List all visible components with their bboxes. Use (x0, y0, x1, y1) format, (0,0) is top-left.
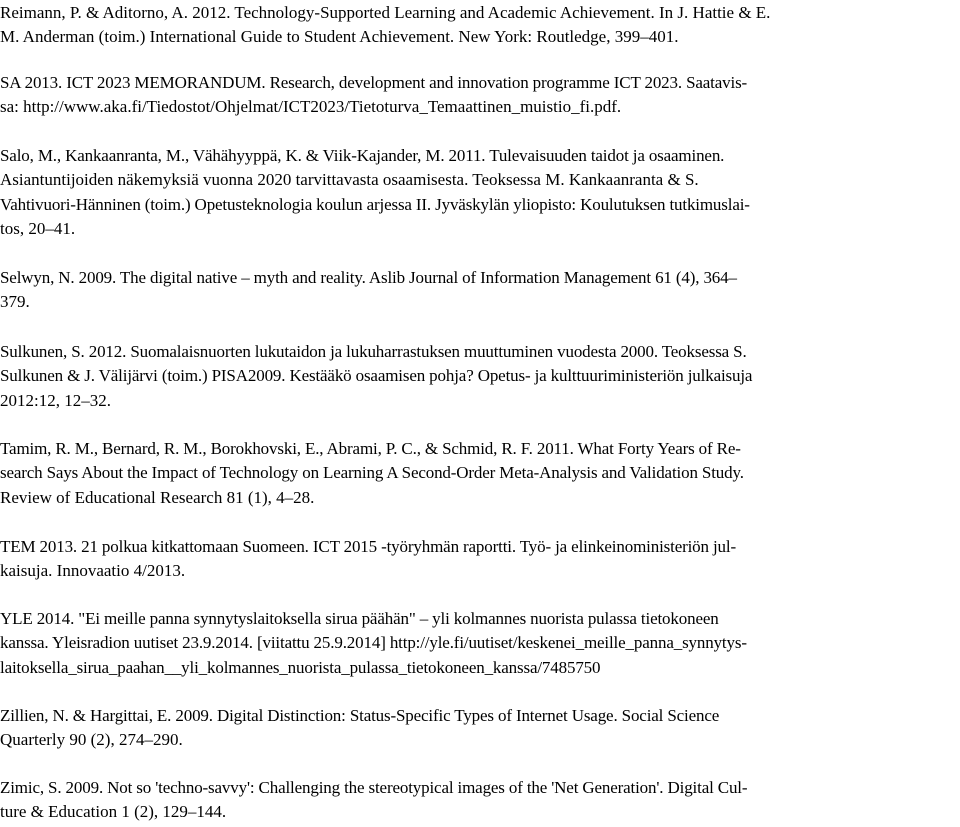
reference-line: Vahtivuori-Hänninen (toim.) Opetusteknologia koulun arjessa II. Jyväskylän yliopisto: Koulutuksen tutkimuslai- (0, 194, 750, 214)
reference-entry-zimic (0, 776, 960, 825)
reference-line: tos, 20–41. (0, 218, 76, 238)
reference-entry-sulkunen (0, 340, 960, 413)
reference-line: search Says About the Impact of Technology on Learning A Second-Order Meta-Analysis and Validation Study. (0, 463, 744, 483)
reference-line: kanssa. Yleisradion uutiset 23.9.2014. [viitattu 25.9.2014] http://yle.fi/uutiset/keskenei_meille_panna_synnytys- (0, 633, 747, 653)
reference-line: Tamim, R. M., Bernard, R. M., Borokhovski, E., Abrami, P. C., & Schmid, R. F. 2011. What Forty Years of Re- (0, 439, 741, 458)
reference-line: laitoksella_sirua_paahan__yli_kolmannes_nuorista_pulassa_tietokoneen_kanssa/7485750 (0, 657, 601, 677)
reference-line: Reimann, P. & Aditorno, A. 2012. Technology-Supported Learning and Academic Achievement. In J. Hattie & E. (0, 3, 771, 22)
reference-line: Zillien, N. & Hargittai, E. 2009. Digital Distinction: Status-Specific Types of Internet Usage. Social Science (0, 706, 720, 725)
reference-line: YLE 2014. "Ei meille panna synnytyslaitoksella sirua päähän" – yli kolmannes nuorista pulassa tietokoneen (0, 609, 719, 628)
reference-line: Selwyn, N. 2009. The digital native – myth and reality. Aslib Journal of Information Management 61 (4), 364– (0, 268, 737, 287)
reference-entry-selwyn (0, 266, 960, 315)
reference-line: ture & Education 1 (2), 129–144. (0, 802, 227, 822)
reference-line: Asiantuntijoiden näkemyksiä vuonna 2020 tarvittavasta osaamisesta. Teoksessa M. Kankaanranta & S. (0, 170, 699, 190)
reference-entry-sa (0, 71, 960, 120)
reference-line: kaisuja. Innovaatio 4/2013. (0, 561, 186, 581)
reference-entry-yle (0, 607, 960, 680)
reference-entry-zillien (0, 704, 960, 753)
reference-line: sa: http://www.aka.fi/Tiedostot/Ohjelmat/ICT2023/Tietoturva_Temaattinen_muistio_fi.pdf. (0, 97, 622, 117)
reference-entry-reimann (0, 1, 960, 50)
reference-line: 2012:12, 12–32. (0, 390, 111, 410)
reference-line: SA 2013. ICT 2023 MEMORANDUM. Research, development and innovation programme ICT 2023. Saatavis- (0, 73, 748, 92)
reference-line: Quarterly 90 (2), 274–290. (0, 730, 183, 750)
reference-entry-salo (0, 144, 960, 241)
reference-entry-tamim (0, 437, 960, 510)
reference-line: Review of Educational Research 81 (1), 4–28. (0, 487, 315, 507)
reference-line: TEM 2013. 21 polkua kitkattomaan Suomeen. ICT 2015 -työryhmän raportti. Työ- ja elinkeinoministeriön jul- (0, 537, 736, 556)
reference-line: 379. (0, 292, 30, 312)
reference-line: Salo, M., Kankaanranta, M., Vähähyyppä, K. & Viik-Kajander, M. 2011. Tulevaisuuden taidot ja osaaminen. (0, 146, 725, 165)
reference-line: Zimic, S. 2009. Not so 'techno-savvy': Challenging the stereotypical images of the 'Net Generation'. Digital Cul- (0, 778, 748, 797)
reference-line: Sulkunen, S. 2012. Suomalaisnuorten lukutaidon ja lukuharrastuksen muuttuminen vuodesta 2000. Teoksessa S. (0, 342, 747, 361)
reference-line: Sulkunen & J. Välijärvi (toim.) PISA2009. Kestääkö osaamisen pohja? Opetus- ja kulttuuriministeriön julkaisuja (0, 366, 753, 386)
reference-line: M. Anderman (toim.) International Guide to Student Achievement. New York: Routledge, 399–401. (0, 27, 679, 47)
reference-entry-tem (0, 535, 960, 584)
